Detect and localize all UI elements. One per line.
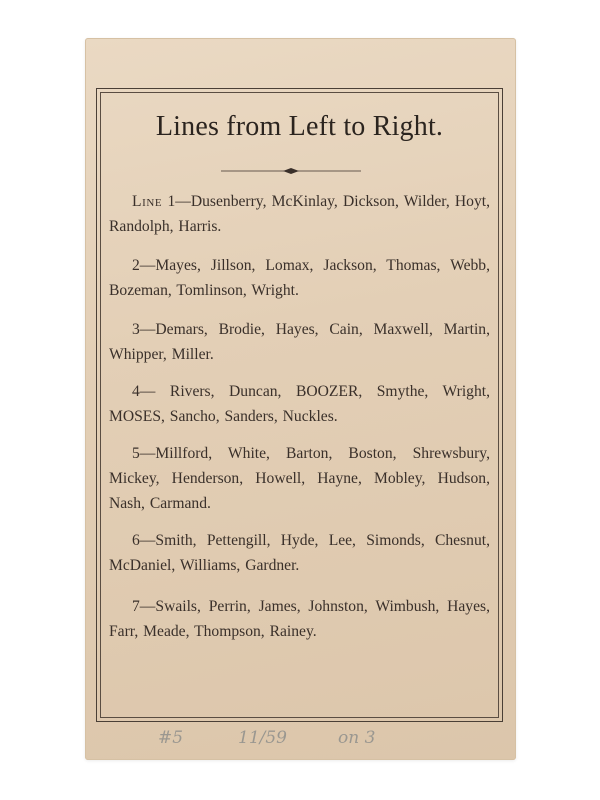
line-number: 4 xyxy=(132,383,140,400)
line-number: 5 xyxy=(132,445,140,462)
divider-ornament-icon xyxy=(221,167,361,175)
line-names: —Dusenberry, McKinlay, Dickson, Wilder, Hoyt, Randolph, Harris. xyxy=(109,193,490,235)
list-item xyxy=(109,594,490,644)
list-item xyxy=(109,379,490,429)
list-item xyxy=(109,528,490,578)
border-frame xyxy=(96,88,503,722)
pencil-note: 11/59 xyxy=(238,728,287,748)
list-item xyxy=(109,189,490,239)
line-names: —Swails, Perrin, James, Johnston, Wimbush, Hayes, Farr, Meade, Thompson, Rainey. xyxy=(109,598,490,640)
line-number: 2 xyxy=(132,257,140,274)
line-number: 3 xyxy=(132,321,140,338)
list-item xyxy=(109,253,490,303)
line-number: 1 xyxy=(167,193,176,210)
line-number: 7 xyxy=(132,598,140,615)
archival-card xyxy=(85,38,516,760)
pencil-note: #5 xyxy=(158,728,184,748)
line-names: —Millford, White, Barton, Boston, Shrewsbury, Mickey, Henderson, Howell, Hayne, Mobley, Hudson, Nash, Carmand. xyxy=(109,445,490,512)
pencil-note: on 3 xyxy=(338,728,376,748)
line-names: —Smith, Pettengill, Hyde, Lee, Simonds, Chesnut, McDaniel, Williams, Gardner. xyxy=(109,532,490,574)
list-item xyxy=(109,317,490,367)
line-names: —Demars, Brodie, Hayes, Cain, Maxwell, Martin, Whipper, Miller. xyxy=(109,321,490,363)
list-item xyxy=(109,441,490,516)
lines-list xyxy=(109,189,490,658)
line-number: 6 xyxy=(132,532,140,549)
line-names: —Mayes, Jillson, Lomax, Jackson, Thomas, Webb, Bozeman, Tomlinson, Wright. xyxy=(109,257,490,299)
line-label: Line xyxy=(132,193,163,210)
card-title: Lines from Left to Right. xyxy=(155,111,444,142)
line-names: — Rivers, Duncan, BOOZER, Smythe, Wright, MOSES, Sancho, Sanders, Nuckles. xyxy=(109,383,490,425)
